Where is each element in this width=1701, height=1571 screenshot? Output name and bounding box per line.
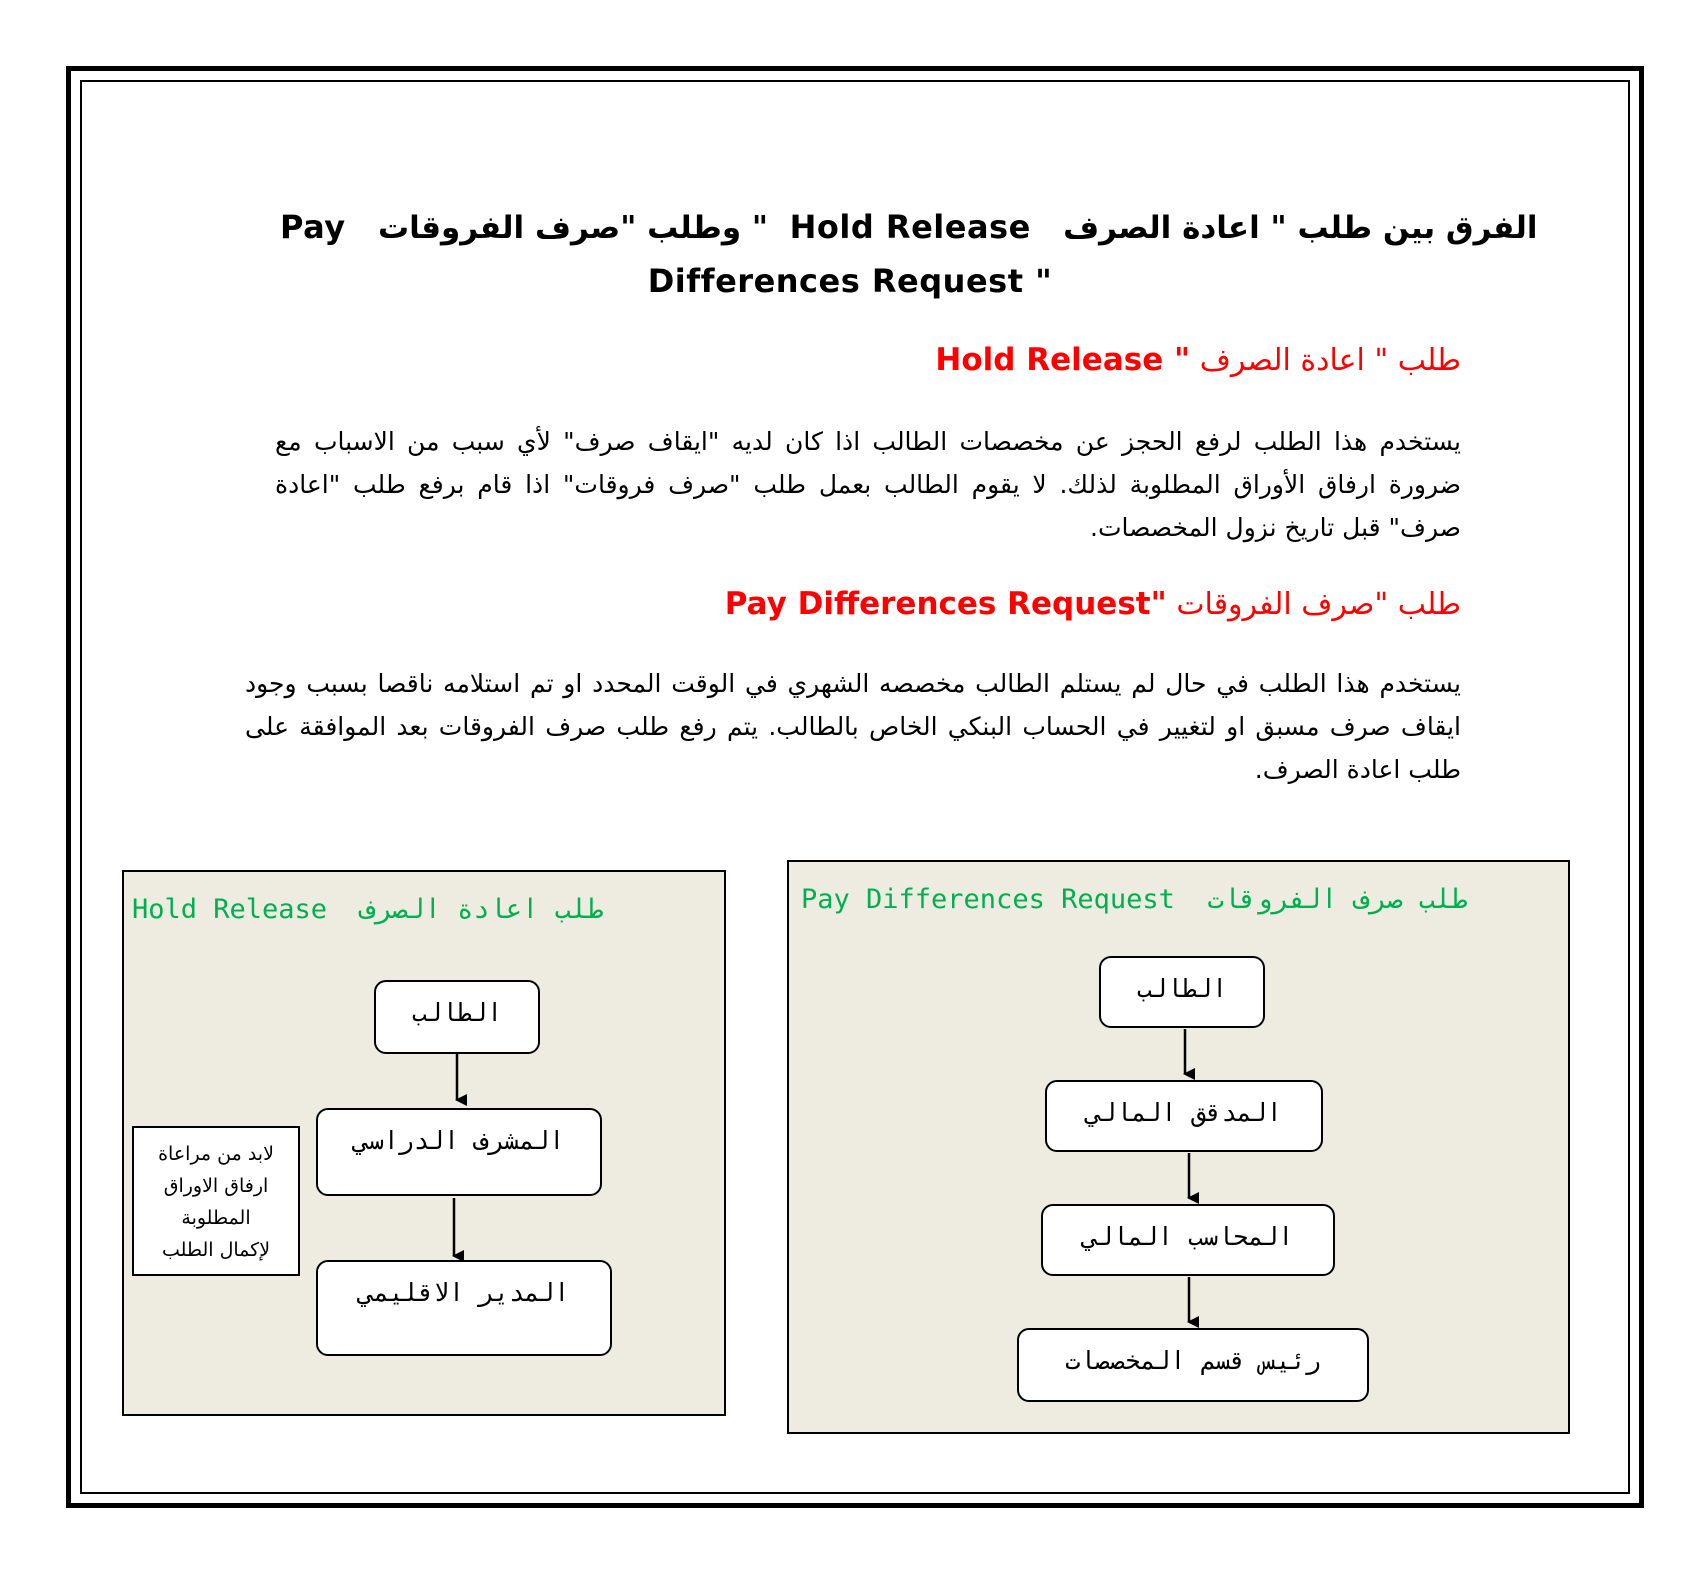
hold-flow-step-regional-manager: المدير الاقليمي — [316, 1260, 612, 1356]
document-title-line2 — [280, 262, 1420, 300]
hold-release-description: يستخدم هذا الطلب لرفع الحجز عن مخصصات الطالب اذا كان لديه "ايقاف صرف" لأي سبب من الاسباب مع ضرورة ارفاق الأوراق المطلوبة لذلك. لا يقوم الطالب بعمل طلب "صرف فروقات" اذا قام برفع طلب "اعادة صرف" قبل تاريخ نزول المخصصات. — [275, 427, 1461, 542]
hold-flow-title-en: Hold Release — [132, 894, 328, 925]
hold-release-heading — [935, 342, 1461, 378]
hold-flow-title-ar: طلب اعادة الصرف — [359, 894, 604, 925]
title-en-hold: Hold Release — [789, 208, 1031, 246]
note-line-4: لإكمال الطلب — [161, 1239, 271, 1261]
pay-flow-arrows — [789, 862, 1569, 1432]
pay-flow-step-student: الطالب — [1099, 956, 1265, 1028]
title-line2-text: Differences Request " — [647, 262, 1053, 300]
pay-differences-description: يستخدم هذا الطلب في حال لم يستلم الطالب مخصصه الشهري في الوقت المحدد او تم استلامه ناقصا بسبب وجود ايقاف صرف مسبق او لتغيير في الحساب البنكي الخاص بالطالب. يتم رفع طلب صرف الفروقات بعد الموافقة على طلب اعادة الصرف. — [245, 669, 1461, 784]
hold-heading-ar: طلب " اعادة الصرف — [1199, 343, 1461, 378]
pay-heading-en: Pay Differences Request" — [724, 586, 1167, 622]
pay-flow-step-accountant: المحاسب المالي — [1041, 1204, 1335, 1276]
title-ar-pay: " وطلب "صرف الفروقات — [377, 210, 769, 246]
hold-release-flow-panel — [122, 870, 726, 1416]
note-line-3: المطلوبة — [181, 1207, 251, 1229]
pay-heading-ar: طلب "صرف الفروقات — [1176, 587, 1461, 622]
hold-flow-step-student: الطالب — [374, 980, 540, 1054]
document-title-line1 — [280, 208, 1538, 246]
pay-flow-step-allowances-head: رئيس قسم المخصصات — [1017, 1328, 1369, 1402]
pay-flow-step-financial-auditor: المدقق المالي — [1045, 1080, 1323, 1152]
note-line-1: لابد من مراعاة — [158, 1143, 274, 1165]
note-line-2: ارفاق الاوراق — [163, 1175, 269, 1197]
title-en-pay: Pay — [280, 208, 346, 246]
pay-differences-heading — [725, 586, 1461, 622]
hold-flow-step-supervisor: المشرف الدراسي — [316, 1108, 602, 1196]
hold-heading-en: Hold Release " — [935, 342, 1191, 378]
hold-flow-arrows — [124, 872, 724, 1412]
pay-flow-title-en: Pay Differences Request — [801, 884, 1175, 915]
pay-flow-title-ar: طلب صرف الفروقات — [1207, 884, 1468, 915]
pay-differences-flow-panel — [787, 860, 1570, 1434]
title-ar-hold: الفرق بين طلب " اعادة الصرف — [1063, 210, 1538, 246]
